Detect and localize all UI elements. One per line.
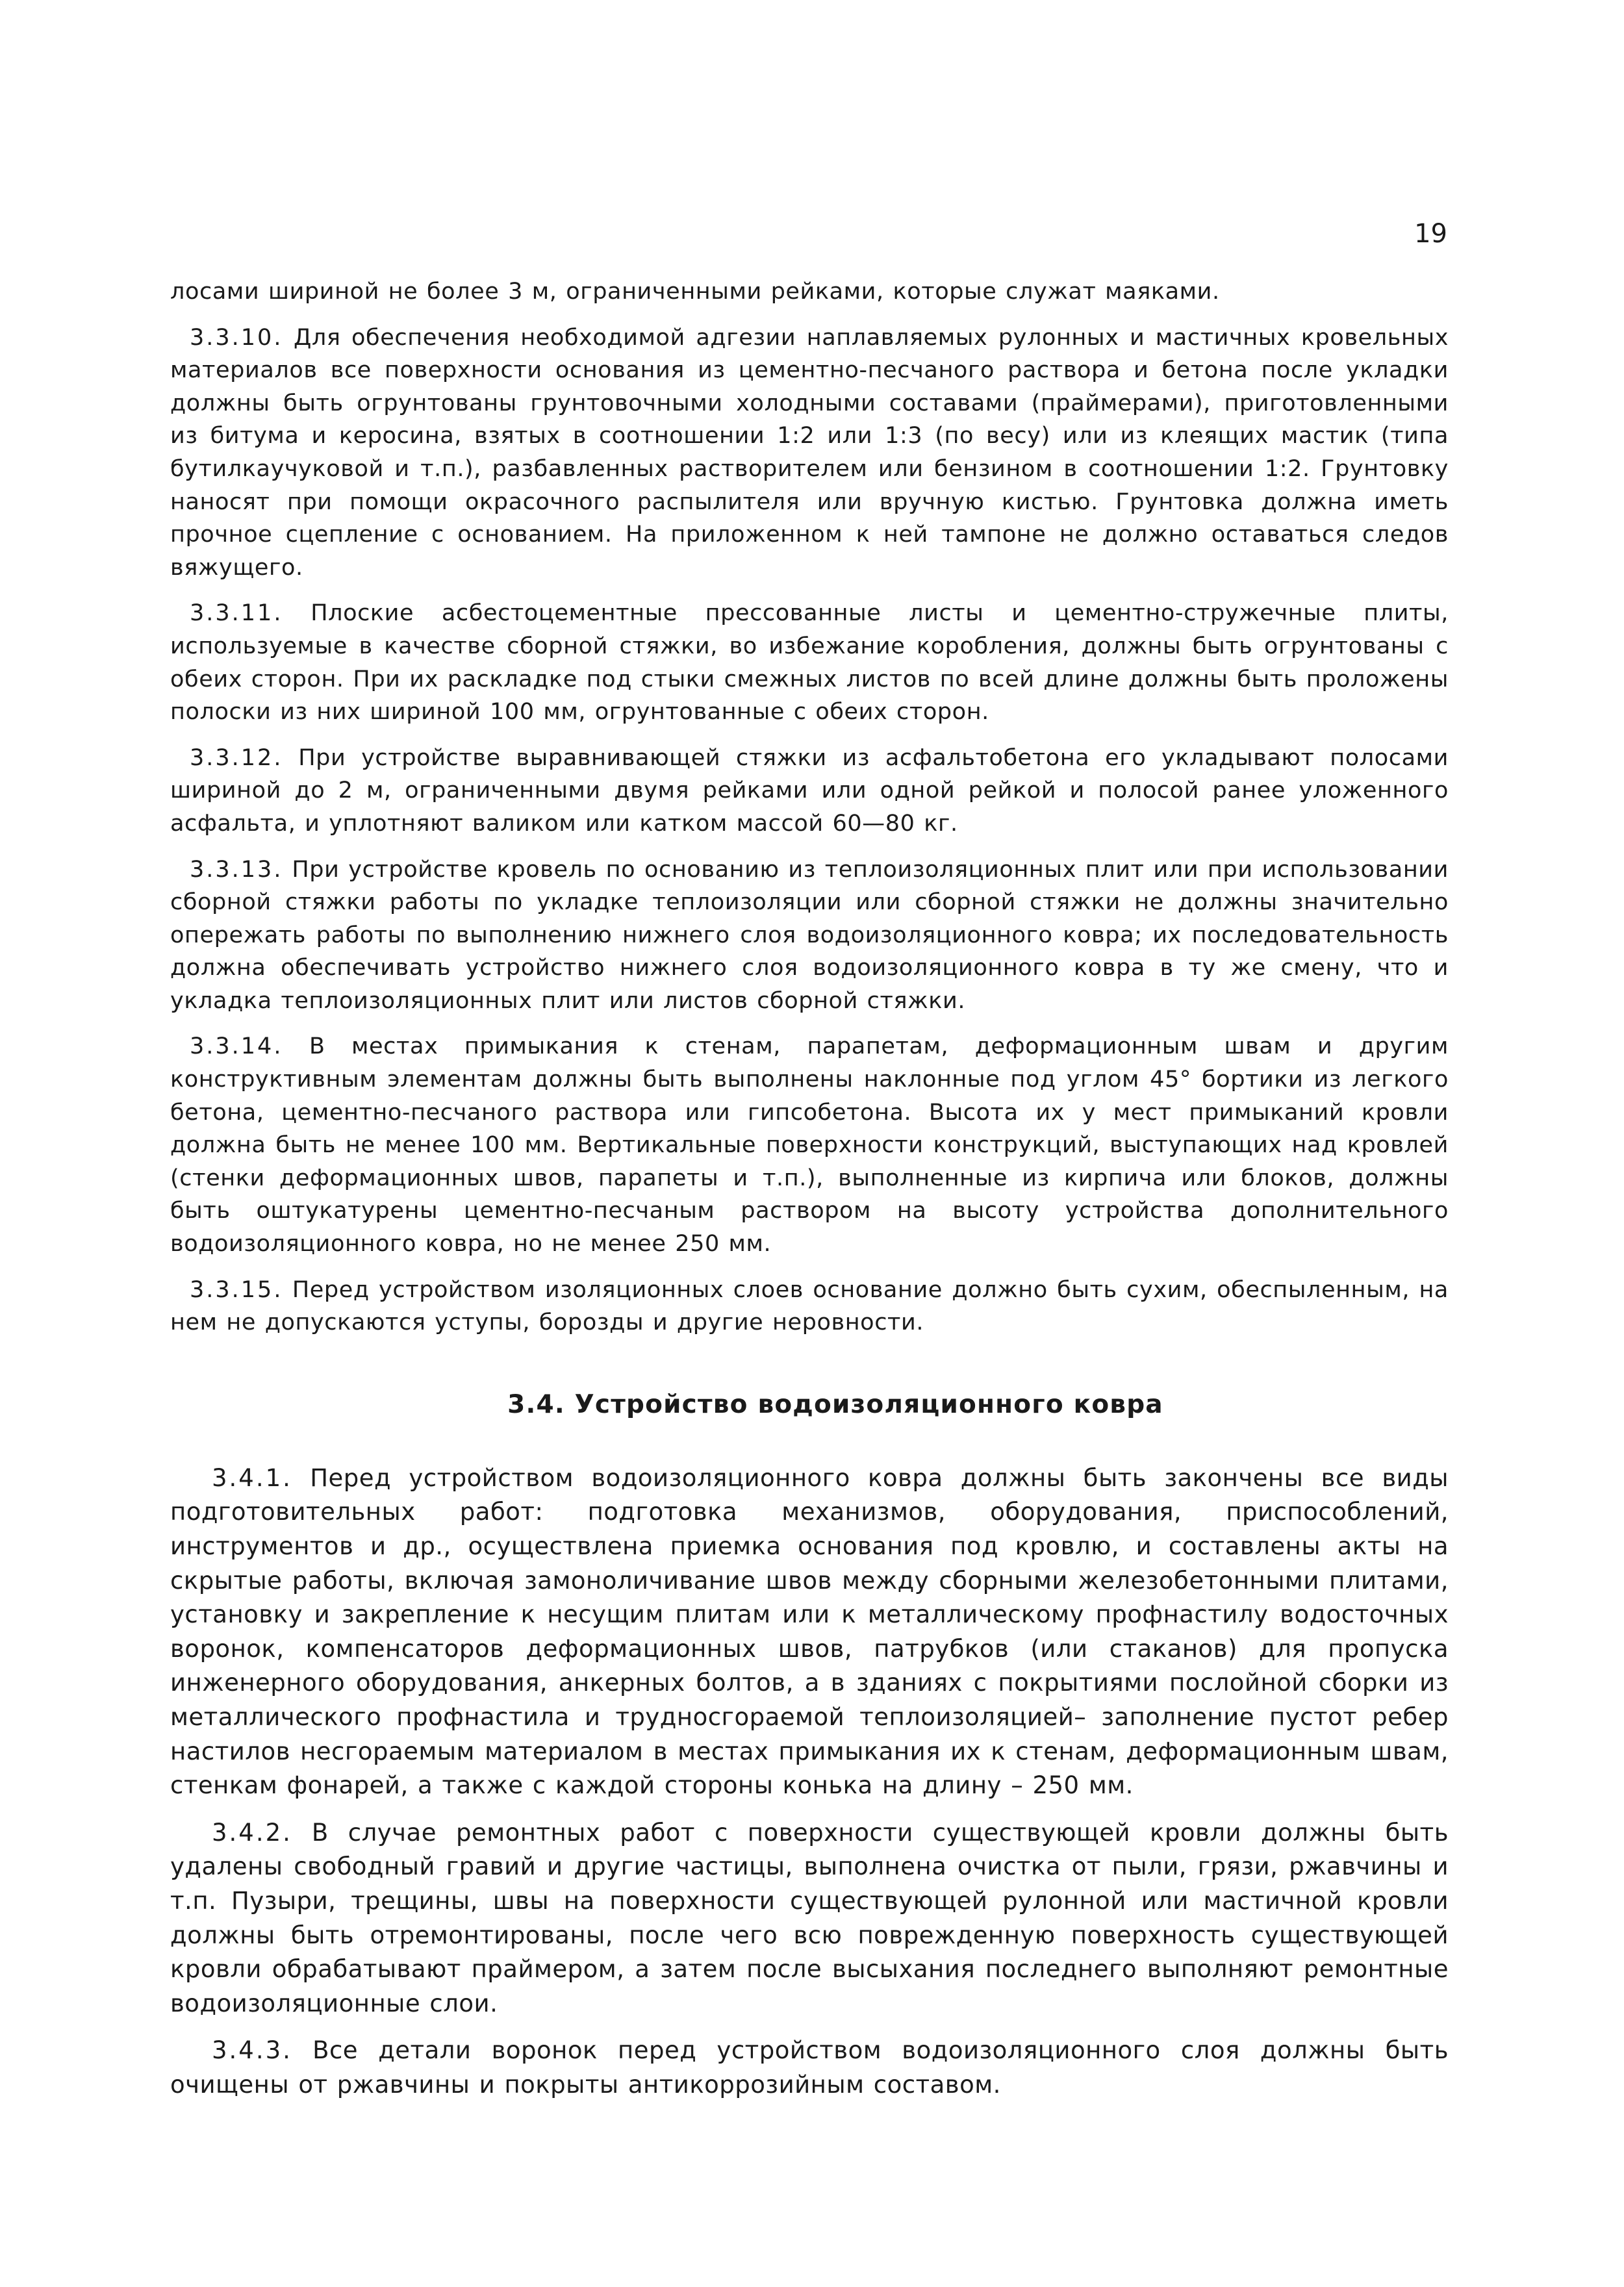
page-number: 19 (1414, 219, 1447, 249)
clause-text: В местах примыкания к стенам, парапетам, деформационным швам и другим конструктивным элементам должны быть выполнены наклонные под углом 45° бортики из легкого бетона, цементно-песчаного раствора или гипсобетона. Высота их у мест примыканий кровли должна быть не менее 100 мм. Вертикальные поверхности конструкций, выступающих над кровлей (стенки деформационных швов, парапеты и т.п.), выполненные из кирпича или блоков, должны быть оштукатурены цементно-песчаным раствором на высоту устройства дополнительного водоизоляционного ковра, но не менее 250 мм. (170, 1033, 1449, 1257)
clause-text: Перед устройством водоизоляционного ковра должны быть закончены все виды подготовительных работ: подготовка механизмов, оборудования, приспособлений, инструментов и др., осуществлена приемка основания под кровлю, и составлены акты на скрытые работы, включая замоноличивание швов между сборными железобетонными плитами, установку и закрепление к несущим плитам или к металлическому профнастилу водосточных воронок, компенсаторов деформационных швов, патрубков (или стаканов) для пропуска инженерного оборудования, анкерных болтов, а в зданиях с покрытиями послойной сборки из металлического профнастила и трудносгораемой теплоизоляцией– заполнение пустот ребер настилов несгораемым материалом в местах примыкания их к стенам, деформационным швам, стенкам фонарей, а также с каждой стороны конька на длину – 250 мм. (170, 1463, 1449, 1800)
clause-number: 3.3.14. (190, 1033, 283, 1060)
section-3-4-body (170, 1461, 1449, 2103)
clause-number: 3.3.10. (190, 324, 283, 351)
clause-number: 3.3.12. (190, 744, 283, 771)
clause-number: 3.4.3. (212, 2036, 292, 2065)
clause-number: 3.3.15. (190, 1276, 283, 1303)
clause-number: 3.3.13. (190, 856, 283, 883)
clause-text: Для обеспечения необходимой адгезии наплавляемых рулонных и мастичных кровельных материалов все поверхности основания из цементно-песчаного раствора и бетона после укладки должны быть огрунтованы грунтовочными холодными составами (праймерами), приготовленными из битума и керосина, взятых в соотношении 1:2 или 1:3 (по весу) или из клеящих мастик (типа бутилкаучуковой и т.п.), разбавленных растворителем или бензином в соотношении 1:2. Грунтовку наносят при помощи окрасочного распылителя или вручную кистью. Грунтовка должна иметь прочное сцепление с основанием. На приложенном к ней тампоне не должно оставаться следов вяжущего. (170, 324, 1449, 581)
paragraph-3-4-3 (170, 2034, 1449, 2102)
paragraph-3-3-12 (170, 742, 1449, 840)
paragraph-3-3-15 (170, 1274, 1449, 1339)
paragraph-3-4-1 (170, 1461, 1449, 1803)
clause-number: 3.4.2. (212, 1818, 292, 1847)
paragraph-3-3-10 (170, 322, 1449, 585)
clause-number: 3.3.11. (190, 600, 283, 627)
clause-text: В случае ремонтных работ с поверхности существующей кровли должны быть удалены свободный гравий и другие частицы, выполнена очистка от пыли, грязи, ржавчины и т.п. Пузыри, трещины, швы на поверхности существующей рулонной или мастичной кровли должны быть отремонтированы, после чего всю поврежденную поверхность существующей кровли обрабатывают праймером, а затем после высыхания последнего выполняют ремонтные водоизоляционные слои. (170, 1818, 1449, 2017)
main-text (170, 275, 1449, 2116)
paragraph-continuation: лосами шириной не более 3 м, ограниченными рейками, которые служат маяками. (170, 279, 1220, 305)
clause-text: Все детали воронок перед устройством водоизоляционного слоя должны быть очищены от ржавчины и покрыты антикоррозийным составом. (170, 2036, 1449, 2099)
clause-text: При устройстве выравнивающей стяжки из асфальтобетона его укладывают полосами шириной до 2 м, ограниченными двумя рейками или одной рейкой и полосой ранее уложенного асфальта, и уплотняют валиком или катком массой 60—80 кг. (170, 744, 1449, 837)
paragraph-3-3-13 (170, 853, 1449, 1018)
paragraph-3-3-14 (170, 1030, 1449, 1260)
section-heading: 3.4. Устройство водоизоляционного ковра (507, 1389, 1163, 1419)
clause-text: Перед устройством изоляционных слоев основание должно быть сухим, обеспыленным, на нем не допускаются уступы, борозды и другие неровности. (170, 1276, 1449, 1336)
clause-number: 3.4.1. (212, 1463, 292, 1492)
paragraph-3-3-11 (170, 597, 1449, 728)
clause-text: Плоские асбестоцементные прессованные листы и цементно-стружечные плиты, используемые в качестве сборной стяжки, во избежание коробления, должны быть огрунтованы с обеих сторон. При их раскладке под стыки смежных листов по всей длине должны быть проложены полоски из них шириной 100 мм, огрунтованные с обеих сторон. (170, 600, 1449, 726)
paragraph-3-4-2 (170, 1816, 1449, 2021)
clause-text: При устройстве кровель по основанию из теплоизоляционных плит или при использовании сборной стяжки работы по укладке теплоизоляции или сборной стяжки не должны значительно опережать работы по выполнению нижнего слоя водоизоляционного ковра; их последовательность должна обеспечивать устройство нижнего слоя водоизоляционного ковра в ту же смену, что и укладка теплоизоляционных плит или листов сборной стяжки. (170, 856, 1449, 1014)
